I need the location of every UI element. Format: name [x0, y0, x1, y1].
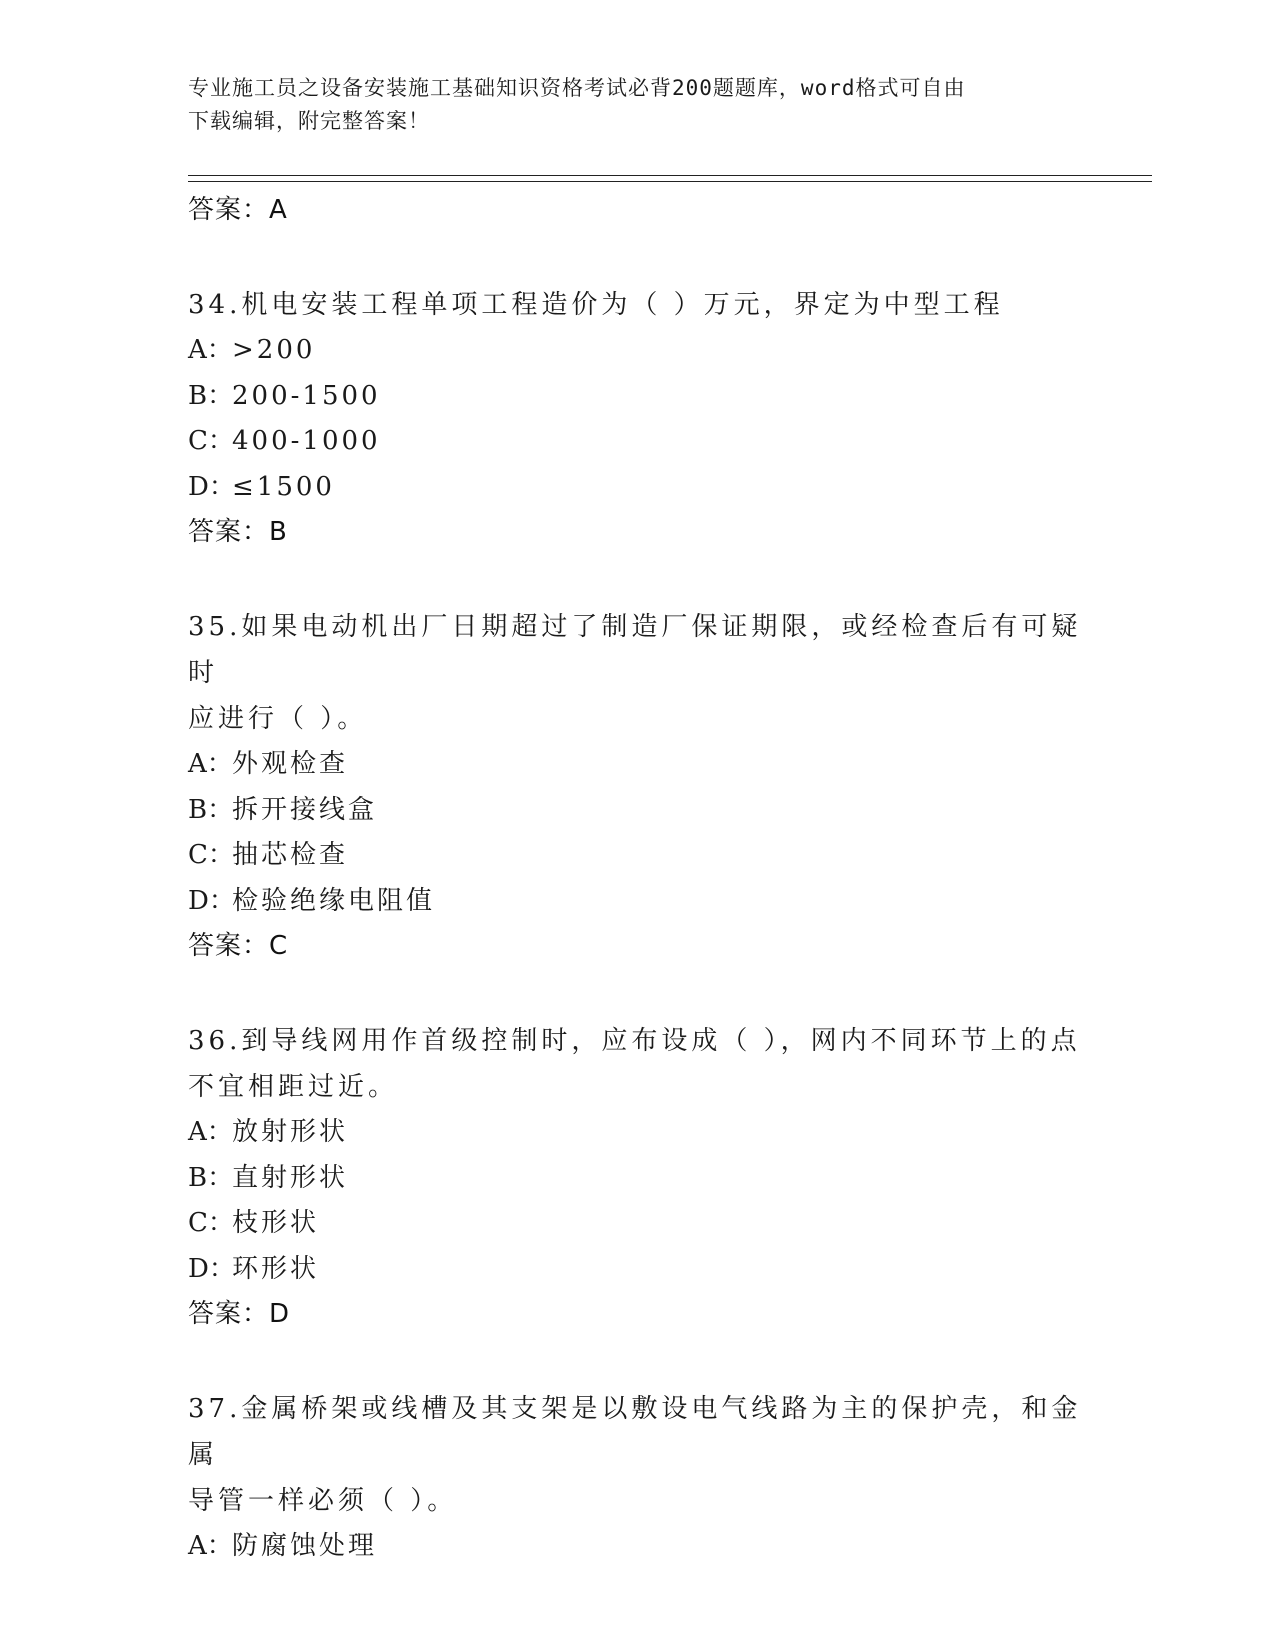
option-text: >200: [232, 335, 316, 365]
option-key: C：: [188, 840, 234, 870]
header-divider-top: [188, 175, 1152, 176]
option-text: 抽芯检查: [232, 840, 349, 870]
option-text: 环形状: [232, 1253, 320, 1284]
option-text: 枝形状: [232, 1208, 320, 1238]
question-34: [188, 282, 1088, 554]
option-text: ≤1500: [232, 471, 335, 502]
answer-line: 答案：A: [188, 195, 288, 225]
option-c: [188, 1201, 1088, 1247]
option-key: A：: [188, 1117, 233, 1147]
option-key: C：: [188, 426, 234, 456]
header-line-2: 下载编辑，附完整答案！: [188, 109, 430, 133]
option-b: [188, 788, 1088, 834]
option-d: [188, 1247, 1088, 1293]
header-line-1: 专业施工员之设备安装施工基础知识资格考试必背200题题库，word格式可自由: [188, 76, 966, 100]
question-text-line-2: 导管一样必须（ ）。: [188, 1486, 458, 1516]
option-d: [188, 465, 1088, 511]
option-a: [188, 328, 1088, 374]
option-text: 拆开接线盒: [232, 794, 378, 825]
option-key: A：: [188, 1531, 233, 1561]
option-b: [188, 374, 1088, 420]
answer-line: 答案：D: [188, 1299, 291, 1329]
option-key: B：: [188, 794, 234, 825]
option-d: [188, 879, 1088, 925]
option-text: 检验绝缘电阻值: [232, 885, 436, 916]
question-37: [188, 1386, 1088, 1570]
option-key: D：: [188, 1253, 235, 1284]
option-text: 400-1000: [232, 426, 381, 456]
question-text-line-1: 35.如果电动机出厂日期超过了制造厂保证期限，或经检查后有可疑时: [188, 612, 1082, 688]
option-key: B：: [188, 380, 234, 411]
question-35: [188, 604, 1088, 968]
option-a: [188, 742, 1088, 788]
question-text-line-2: 应进行（ ）。: [188, 704, 368, 734]
option-text: 200-1500: [232, 380, 381, 411]
question-text: 34.机电安装工程单项工程造价为（ ）万元，界定为中型工程: [188, 290, 1004, 320]
option-key: D：: [188, 885, 235, 916]
question-36: [188, 1018, 1088, 1336]
option-b: [188, 1156, 1088, 1202]
option-text: 外观检查: [232, 749, 349, 779]
answer-line: 答案：C: [188, 931, 289, 961]
option-text: 放射形状: [232, 1117, 349, 1147]
option-key: B：: [188, 1162, 234, 1193]
question-text-line-1: 36.到导线网用作首级控制时，应布设成（ ），网内不同环节上的点: [188, 1026, 1081, 1056]
question-list: [188, 188, 1088, 1570]
option-c: [188, 833, 1088, 879]
option-key: A：: [188, 749, 233, 779]
answer-line: 答案：B: [188, 517, 288, 547]
option-a: [188, 1524, 1088, 1570]
option-text: 直射形状: [232, 1162, 349, 1193]
question-text-line-1: 37.金属桥架或线槽及其支架是以敷设电气线路为主的保护壳，和金属: [188, 1394, 1082, 1470]
option-key: C：: [188, 1208, 234, 1238]
header-divider-bottom: [188, 181, 1152, 182]
option-key: A：: [188, 335, 233, 365]
document-header: [188, 72, 1078, 138]
option-text: 防腐蚀处理: [232, 1531, 378, 1561]
question-text-line-2: 不宜相距过近。: [188, 1072, 399, 1102]
option-key: D：: [188, 471, 235, 502]
option-c: [188, 419, 1088, 465]
option-a: [188, 1110, 1088, 1156]
